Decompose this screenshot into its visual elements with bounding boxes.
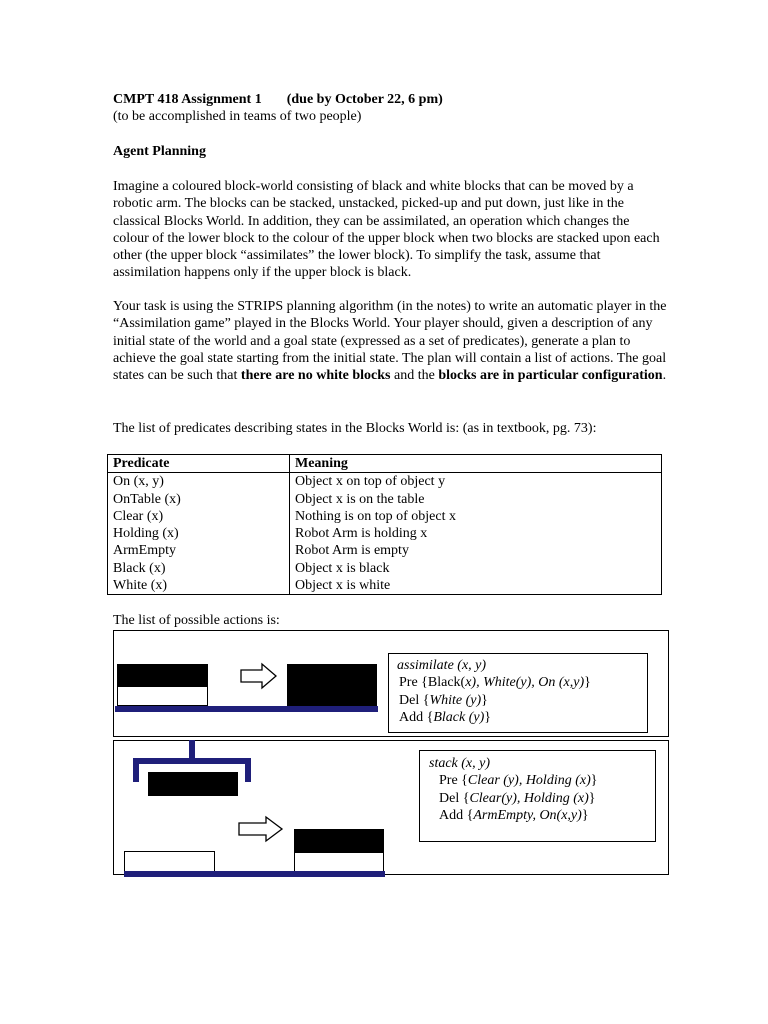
table-header-row	[108, 455, 662, 473]
stack-action-name: stack (x, y)	[429, 756, 491, 771]
actions-intro: The list of possible actions is:	[113, 613, 280, 628]
table-row: Black (x) Object x is black	[108, 560, 662, 577]
stack-del: Del {Clear(y), Holding (x)}	[439, 790, 596, 806]
paragraph-intro: Imagine a coloured block-world consisting of black and white blocks that can be moved by a robotic arm. The blocks can be stacked, unstacked, picked-up and put down, just like in the classical Blocks World. In addition, they can be assimilated, an operation which changes the colour of the lower block to the colour of the upper block when two blocks are stacked upon each other (the upper block “assimilates” the lower block). To simplify the task, assume that assimilation happens only if the upper block is black.	[113, 179, 660, 281]
section-title: Agent Planning	[113, 144, 206, 159]
assignment-title	[113, 91, 443, 108]
white-block-lower	[117, 686, 208, 706]
goal-particular-config: blocks are in particular configuration	[438, 368, 663, 384]
stacked-white-block	[294, 852, 384, 872]
header-predicate: Predicate	[108, 455, 290, 473]
due-date: (due by October 22, 6 pm)	[286, 92, 443, 107]
assimilate-del: Del {White (y)}	[399, 692, 488, 708]
goal-no-white-blocks: there are no white blocks	[240, 368, 391, 384]
table-row: OnTable (x) Object x is on the table	[108, 491, 662, 508]
assimilate-add: Add {Black (y)}	[399, 709, 491, 725]
transform-arrow-icon	[240, 662, 278, 690]
black-block-upper	[117, 664, 208, 686]
stack-arrow-icon	[238, 815, 284, 843]
stacked-black-block	[294, 829, 384, 852]
table-row: White (x) Object x is white	[108, 577, 662, 595]
course-title: CMPT 418 Assignment 1	[113, 92, 262, 107]
predicates-table	[107, 454, 662, 595]
stack-add: Add {ArmEmpty, On(x,y)}	[439, 807, 589, 823]
table-row: ArmEmpty Robot Arm is empty	[108, 542, 662, 559]
stack-pre: Pre {Clear (y), Holding (x)}	[439, 773, 598, 789]
stack-action-box	[419, 750, 656, 842]
assimilate-pre: Pre {Black(x), White(y), On (x,y)}	[399, 675, 591, 691]
assimilate-action-name: assimilate (x, y)	[397, 658, 487, 673]
paragraph-task: Your task is using the STRIPS planning algorithm (in the notes) to write an automatic player in the “Assimilation game” played in the Blocks World. Your player should, given a description of any initial state of the world and a goal state (expressed as a set of predicates), generate a plan to achieve the goal state starting from the initial state. The plan will contain a list of actions. The goal states can be such that there are no white blocks and the blocks are in particular configuration.	[113, 299, 667, 384]
table-row: Holding (x) Robot Arm is holding x	[108, 525, 662, 542]
predicates-intro: The list of predicates describing states in the Blocks World is: (as in textbook, pg. 73):	[113, 421, 597, 436]
assignment-subtitle: (to be accomplished in teams of two people)	[113, 109, 362, 124]
header-meaning: Meaning	[290, 455, 662, 473]
assimilated-blocks	[287, 664, 377, 706]
table-row: On (x, y) Object x on top of object y	[108, 473, 662, 491]
table-row: Clear (x) Nothing is on top of object x	[108, 508, 662, 525]
assimilate-action-box	[388, 653, 648, 733]
table-surface	[124, 871, 385, 877]
table-surface	[115, 706, 378, 712]
white-block-on-table	[124, 851, 215, 872]
held-black-block	[148, 772, 238, 796]
